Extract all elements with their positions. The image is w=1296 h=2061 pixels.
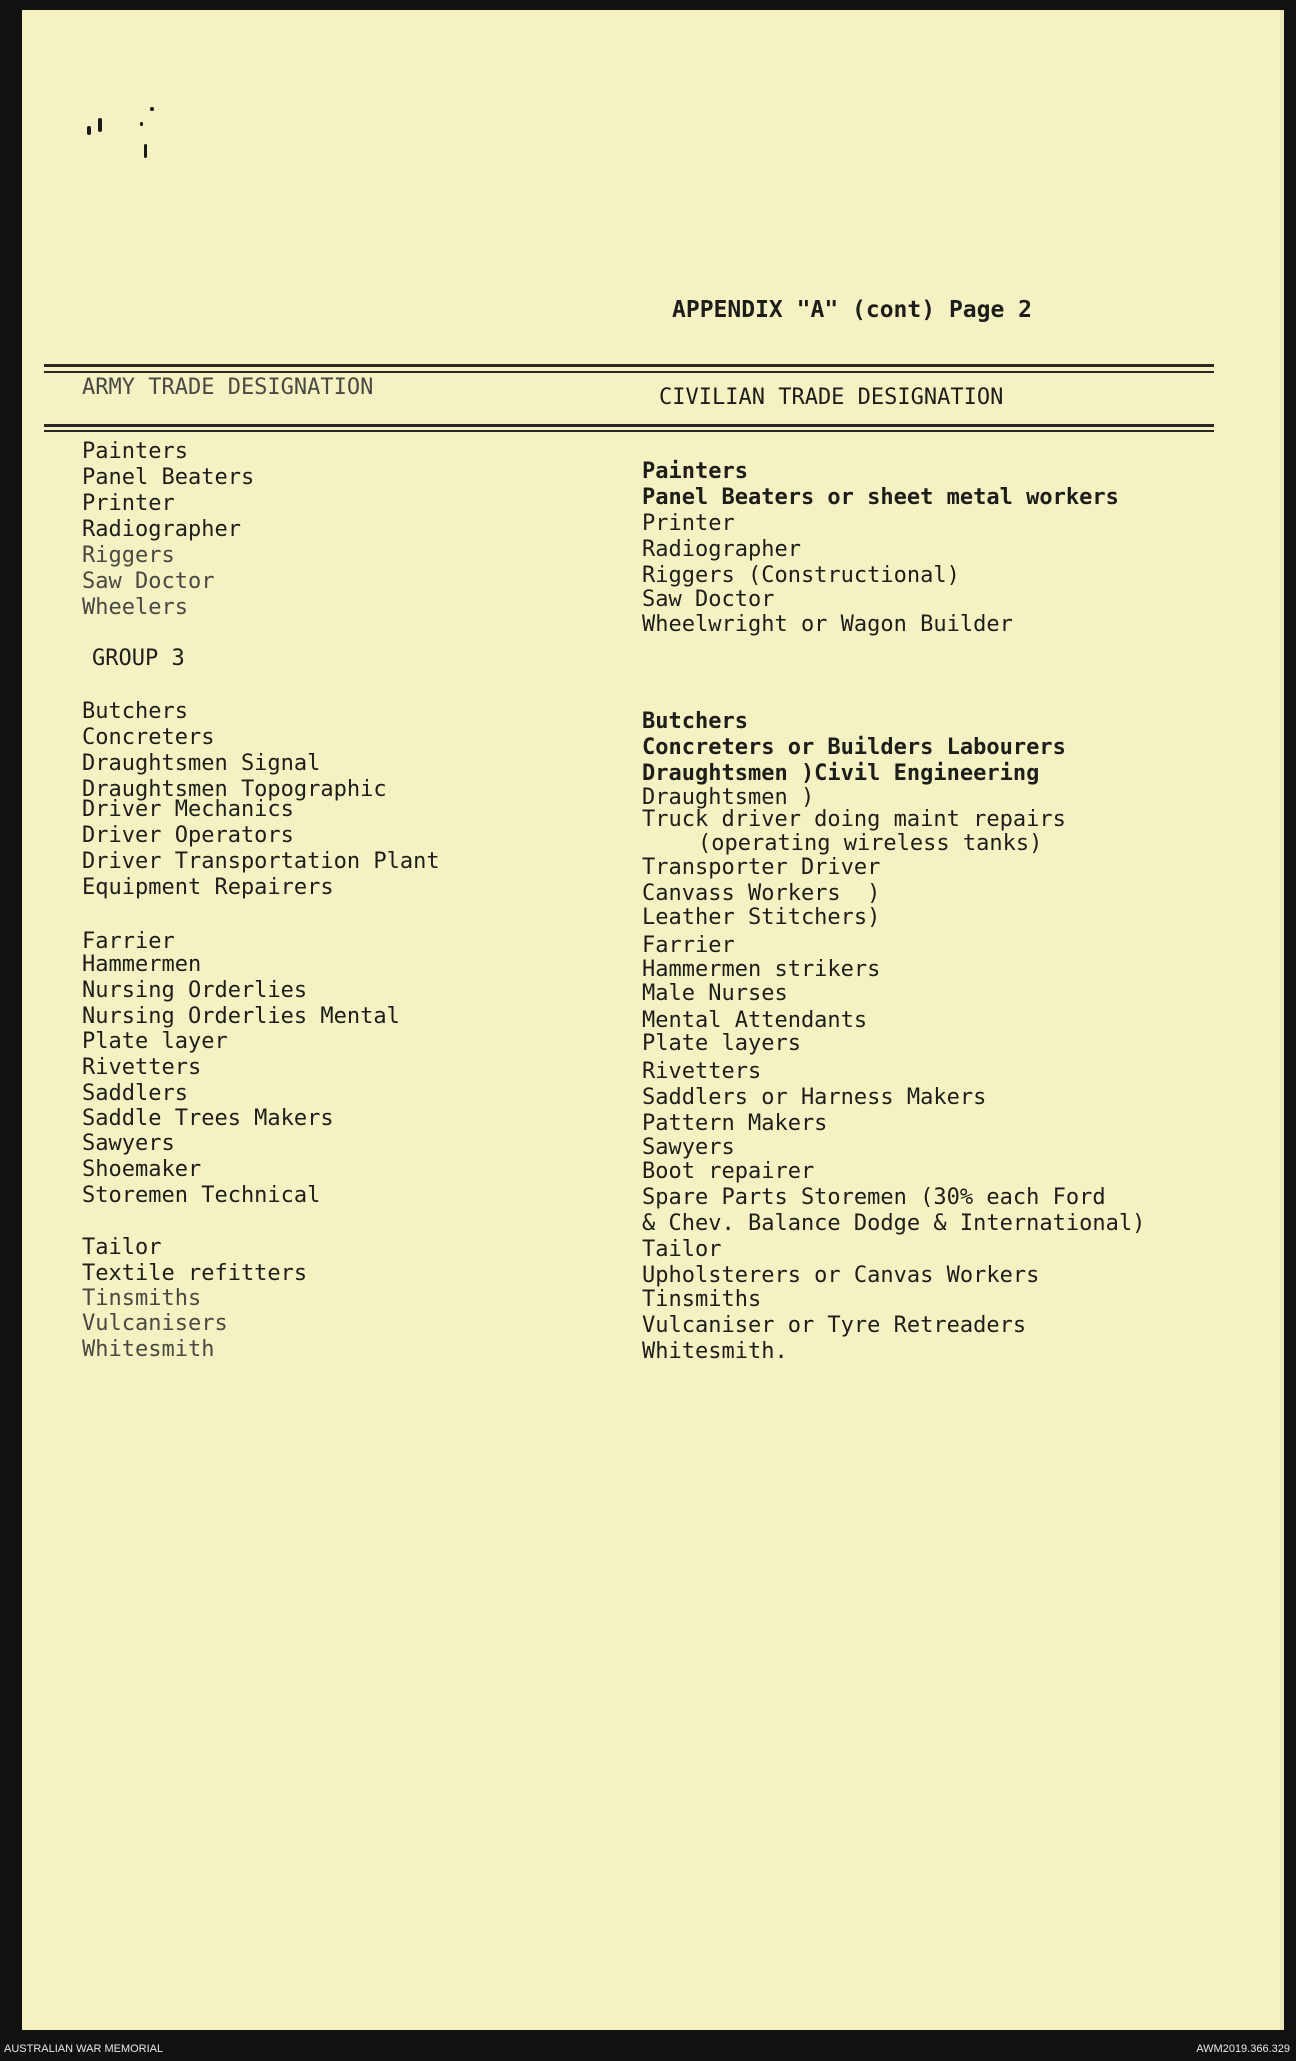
- civilian-trade: Butchers: [642, 709, 748, 734]
- civilian-trade: Rivetters: [642, 1059, 762, 1084]
- civilian-column-heading: CIVILIAN TRADE DESIGNATION: [659, 385, 1004, 410]
- civilian-trade: Tinsmiths: [642, 1287, 762, 1312]
- army-trade: Tinsmiths: [82, 1286, 202, 1311]
- army-trade: Rivetters: [82, 1055, 202, 1080]
- civilian-trade: Draughtsmen ): [642, 785, 815, 810]
- army-trade: Wheelers: [82, 595, 188, 620]
- civilian-trade: Riggers (Constructional): [642, 563, 960, 588]
- header-rule-bottom-2: [44, 430, 1214, 432]
- civilian-trade: Sawyers: [642, 1135, 735, 1160]
- army-trade: Draughtsmen Signal: [82, 751, 321, 776]
- civilian-trade: Male Nurses: [642, 981, 788, 1006]
- army-trade: Nursing Orderlies: [82, 978, 308, 1003]
- army-trade: Driver Operators: [82, 823, 294, 848]
- ink-mark: [150, 107, 154, 111]
- civilian-trade: Panel Beaters or sheet metal workers: [642, 485, 1119, 510]
- army-trade: Equipment Repairers: [82, 875, 334, 900]
- ink-mark: [140, 122, 143, 126]
- header-rule-bottom: [44, 424, 1214, 427]
- army-trade: Shoemaker: [82, 1157, 202, 1182]
- army-trade: Concreters: [82, 725, 215, 750]
- civilian-trade: Farrier: [642, 933, 735, 958]
- army-trade: Riggers: [82, 543, 175, 568]
- civilian-trade: Spare Parts Storemen (30% each Ford: [642, 1185, 1106, 1210]
- group-heading: GROUP 3: [92, 646, 185, 671]
- civilian-trade: Draughtsmen )Civil Engineering: [642, 761, 1040, 786]
- footer-accession-number: AWM2019.366.329: [1196, 2043, 1290, 2055]
- army-trade: Draughtsmen Topographic: [82, 777, 387, 802]
- ink-mark: [144, 144, 147, 158]
- civilian-trade: Plate layers: [642, 1031, 801, 1056]
- army-trade: Driver Transportation Plant: [82, 849, 440, 874]
- civilian-trade: Painters: [642, 459, 748, 484]
- civilian-trade: Pattern Makers: [642, 1111, 828, 1136]
- army-trade: Farrier: [82, 929, 175, 954]
- ink-mark: [87, 126, 91, 135]
- army-trade: Storemen Technical: [82, 1183, 321, 1208]
- civilian-trade: Wheelwright or Wagon Builder: [642, 612, 1013, 637]
- army-trade: Textile refitters: [82, 1261, 308, 1286]
- ink-mark: [98, 118, 102, 132]
- civilian-trade: Boot repairer: [642, 1159, 815, 1184]
- army-trade: Painters: [82, 439, 188, 464]
- civilian-trade: Hammermen strikers: [642, 957, 881, 982]
- civilian-trade: Saddlers or Harness Makers: [642, 1085, 987, 1110]
- civilian-trade: Truck driver doing maint repairs: [642, 807, 1066, 832]
- civilian-trade: Transporter Driver: [642, 855, 881, 880]
- civilian-trade: (operating wireless tanks): [698, 831, 1043, 856]
- army-trade: Driver Mechanics: [82, 797, 294, 822]
- header-rule-top-2: [44, 371, 1214, 373]
- civilian-trade: Printer: [642, 511, 735, 536]
- army-column-heading: ARMY TRADE DESIGNATION: [82, 375, 374, 400]
- civilian-trade: Concreters or Builders Labourers: [642, 735, 1066, 760]
- army-trade: Hammermen: [82, 952, 202, 977]
- army-trade: Tailor: [82, 1235, 162, 1260]
- army-trade: Saddlers: [82, 1081, 188, 1106]
- army-trade: Nursing Orderlies Mental: [82, 1004, 400, 1029]
- civilian-trade: Mental Attendants: [642, 1008, 868, 1033]
- army-trade: Saw Doctor: [82, 569, 215, 594]
- civilian-trade: Radiographer: [642, 537, 801, 562]
- army-trade: Vulcanisers: [82, 1311, 228, 1336]
- civilian-trade: Whitesmith.: [642, 1339, 788, 1364]
- civilian-trade: Tailor: [642, 1237, 722, 1262]
- civilian-trade: Leather Stitchers): [642, 905, 881, 930]
- document-page: [22, 10, 1284, 2030]
- civilian-trade: Canvass Workers ): [642, 881, 881, 906]
- army-trade: Sawyers: [82, 1131, 175, 1156]
- army-trade: Panel Beaters: [82, 465, 255, 490]
- army-trade: Whitesmith: [82, 1337, 215, 1362]
- footer-credit: AUSTRALIAN WAR MEMORIAL: [4, 2043, 164, 2055]
- page-heading: APPENDIX "A" (cont) Page 2: [672, 297, 1033, 323]
- army-trade: Butchers: [82, 699, 188, 724]
- army-trade: Printer: [82, 491, 175, 516]
- civilian-trade: Upholsterers or Canvas Workers: [642, 1263, 1040, 1288]
- civilian-trade: Saw Doctor: [642, 587, 775, 612]
- army-trade: Radiographer: [82, 517, 241, 542]
- civilian-trade: & Chev. Balance Dodge & International): [642, 1211, 1146, 1236]
- civilian-trade: Vulcaniser or Tyre Retreaders: [642, 1313, 1027, 1338]
- army-trade: Saddle Trees Makers: [82, 1106, 334, 1131]
- header-rule-top: [44, 364, 1214, 367]
- army-trade: Plate layer: [82, 1029, 228, 1054]
